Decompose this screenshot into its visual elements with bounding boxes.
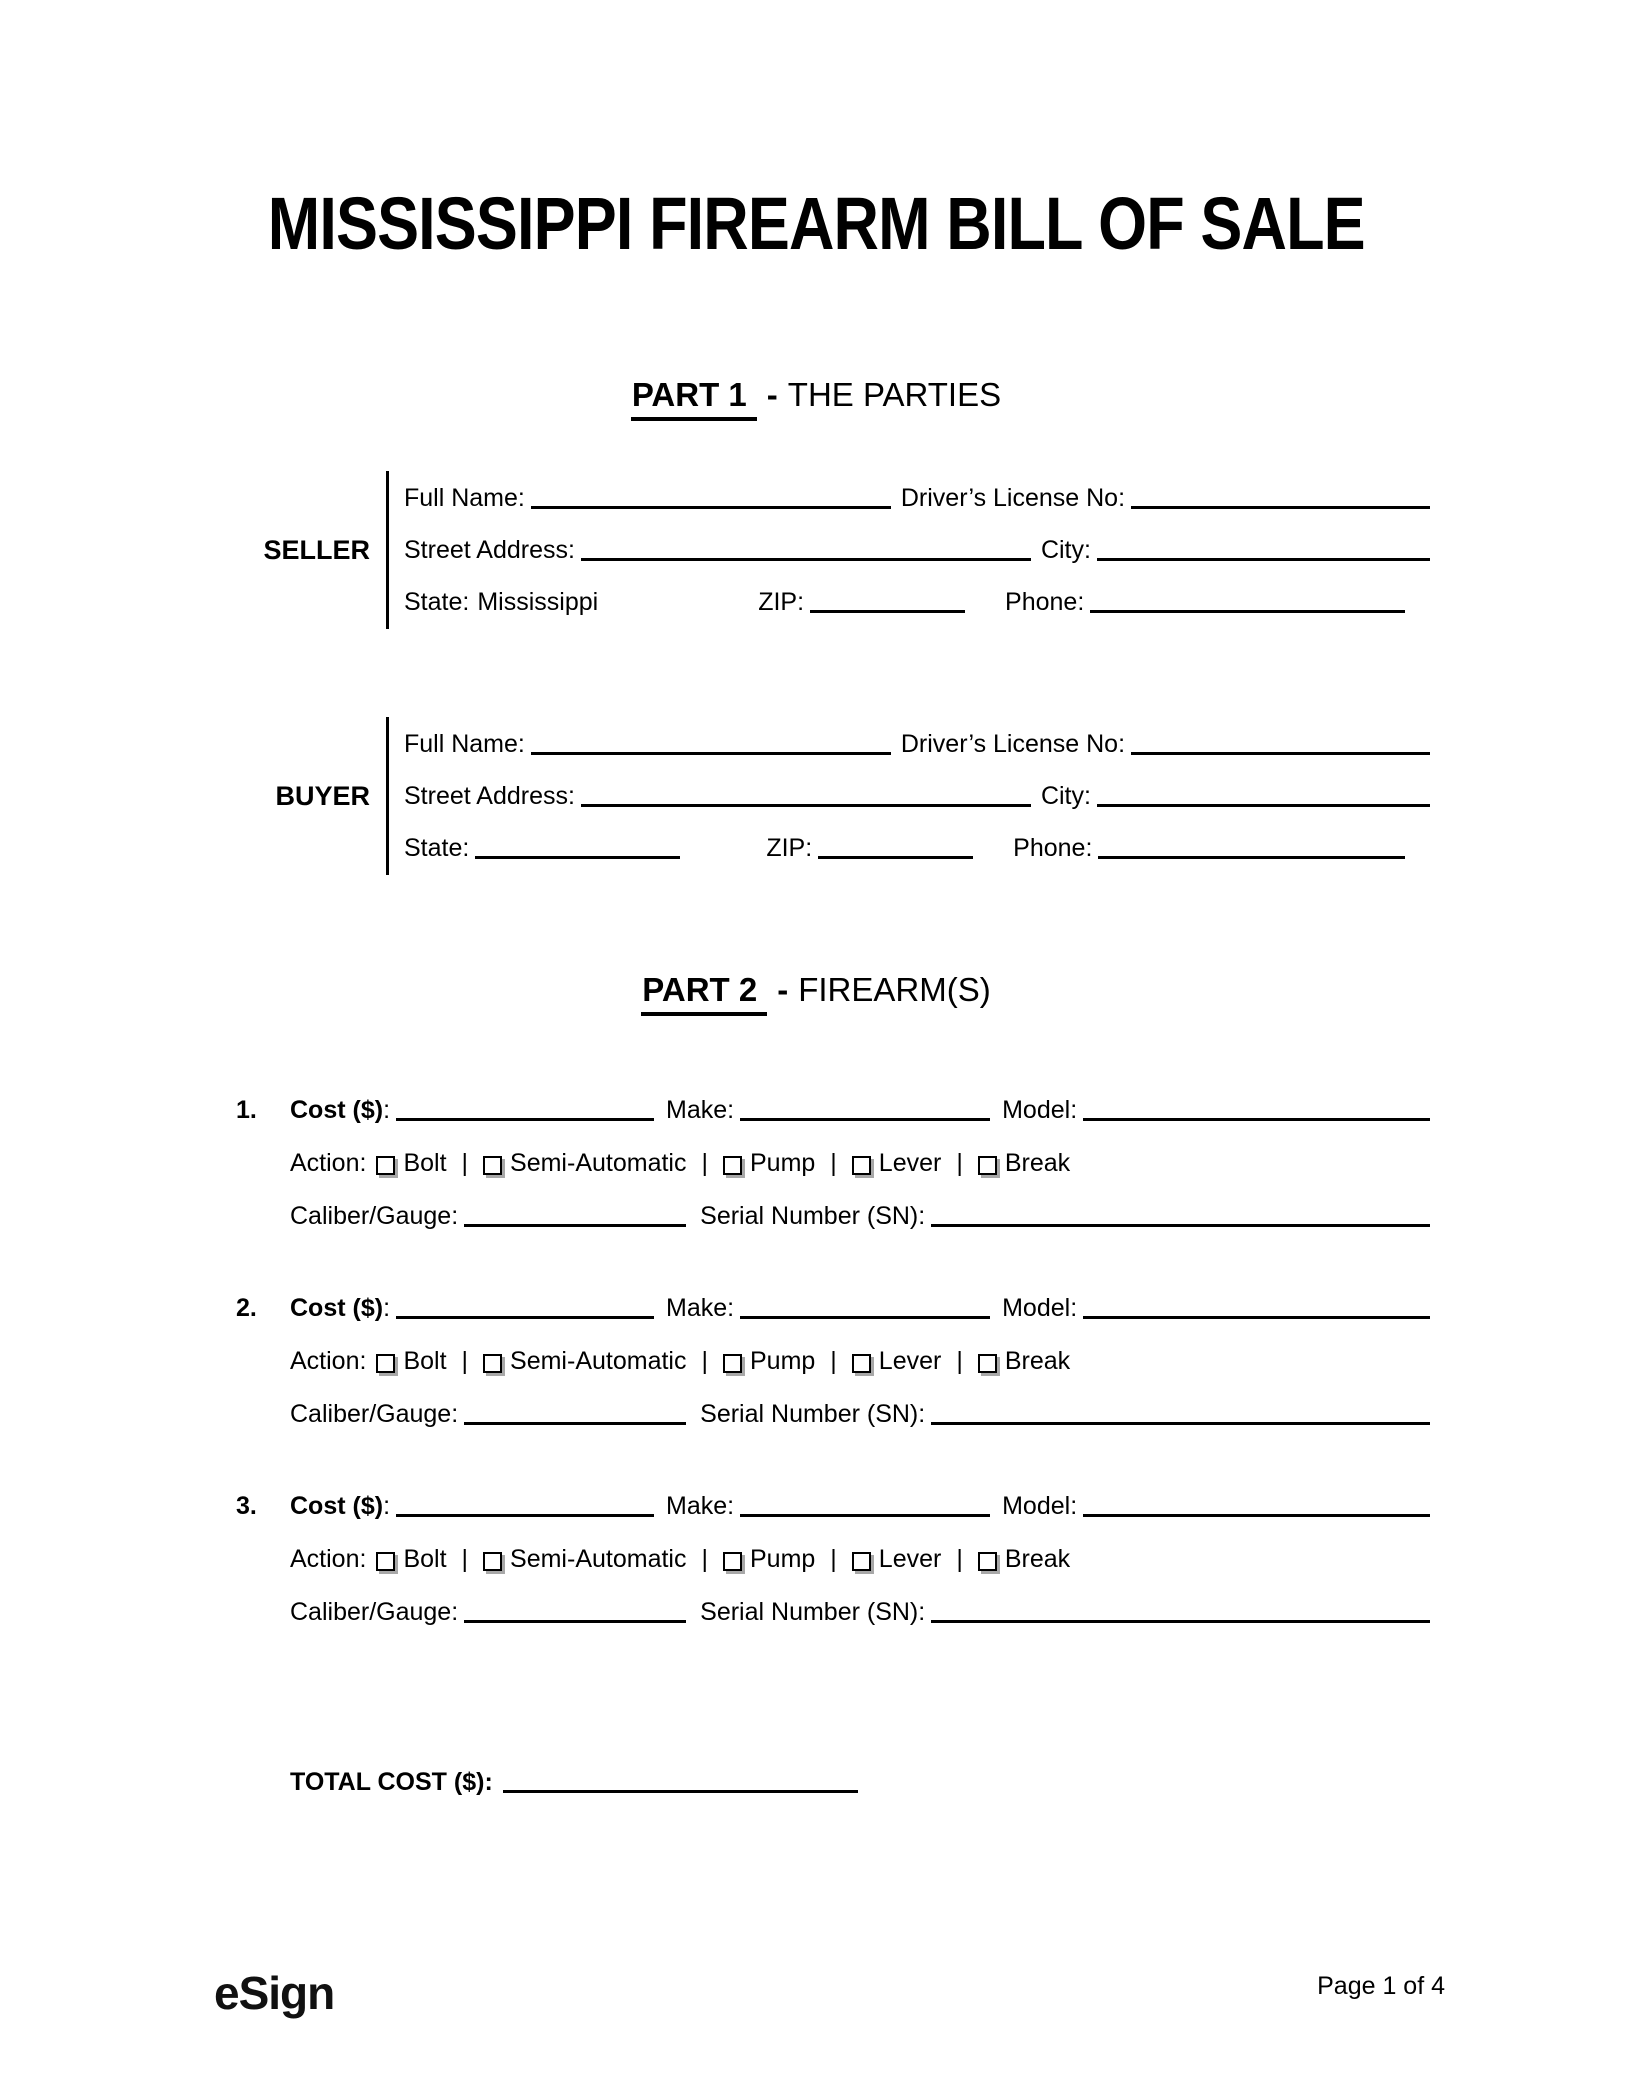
item-number: 1. [236, 1096, 257, 1124]
serial-label: Serial Number (SN): [700, 1400, 926, 1428]
checkbox-pump-icon [723, 1156, 742, 1175]
total-cost-line [503, 1790, 858, 1793]
cost-row [236, 1293, 1430, 1323]
state-label: State: [404, 834, 470, 862]
action-label: Action: [290, 1149, 367, 1177]
zip-label: ZIP: [766, 834, 813, 862]
caliber-row [236, 1399, 1430, 1429]
caliber-row [236, 1201, 1430, 1231]
checkbox-pump-icon [723, 1354, 742, 1373]
action-option-lever: Lever [878, 1149, 942, 1177]
cost-row [236, 1095, 1430, 1125]
cost-line [396, 1316, 654, 1319]
make-line [740, 1118, 990, 1121]
cost-line [396, 1118, 654, 1121]
checkbox-bolt-icon [376, 1354, 395, 1373]
checkbox-pump-icon [723, 1552, 742, 1571]
serial-label: Serial Number (SN): [700, 1202, 926, 1230]
model-line [1083, 1514, 1430, 1517]
pipe-separator: | [830, 1545, 837, 1573]
action-option-lever: Lever [878, 1347, 942, 1375]
model-label: Model: [1002, 1492, 1078, 1520]
cost-line [396, 1514, 654, 1517]
buyer-row-name [404, 729, 1430, 759]
pipe-separator: | [701, 1347, 708, 1375]
state-value: Mississippi [477, 588, 599, 616]
drivers-license-label: Driver’s License No: [900, 484, 1126, 512]
item-number: 3. [236, 1492, 257, 1520]
street-address-label: Street Address: [404, 536, 575, 564]
street-address-line [581, 558, 1031, 561]
seller-section [236, 471, 1430, 629]
make-line [740, 1316, 990, 1319]
firearm-item-1 [236, 1095, 1430, 1231]
cost-row [236, 1491, 1430, 1521]
caliber-line [464, 1422, 686, 1425]
make-label: Make: [666, 1096, 735, 1124]
action-option-pump: Pump [749, 1347, 816, 1375]
cost-label: Cost ($) [290, 1294, 384, 1322]
checkbox-lever-icon [852, 1156, 871, 1175]
action-option-semi-automatic: Semi-Automatic [510, 1545, 687, 1573]
pipe-separator: | [956, 1347, 963, 1375]
page-indicator: Page 1 of 4 [1317, 1972, 1445, 2000]
caliber-label: Caliber/Gauge: [290, 1598, 459, 1626]
action-option-break: Break [1004, 1347, 1071, 1375]
model-line [1083, 1118, 1430, 1121]
pipe-separator: | [461, 1347, 469, 1375]
state-label: State: [404, 588, 470, 616]
checkbox-break-icon [978, 1354, 997, 1373]
action-row [236, 1544, 1430, 1574]
city-line [1097, 558, 1430, 561]
part1-heading-title: THE PARTIES [787, 376, 1002, 413]
street-address-line [581, 804, 1031, 807]
caliber-row [236, 1597, 1430, 1627]
make-label: Make: [666, 1294, 735, 1322]
buyer-fields [386, 717, 1430, 875]
full-name-label: Full Name: [404, 484, 525, 512]
part1-heading [0, 375, 1632, 415]
cost-colon: : [383, 1492, 391, 1520]
serial-line [931, 1422, 1430, 1425]
full-name-line [531, 752, 891, 755]
full-name-line [531, 506, 891, 509]
checkbox-semi-automatic-icon [483, 1354, 502, 1373]
zip-line [818, 856, 973, 859]
city-label: City: [1040, 782, 1091, 810]
part2-heading-label: PART 2 [641, 971, 767, 1016]
pipe-separator: | [461, 1149, 469, 1177]
buyer-section [236, 717, 1430, 875]
pipe-separator: | [830, 1149, 837, 1177]
action-option-break: Break [1004, 1149, 1071, 1177]
zip-line [810, 610, 965, 613]
brand-logo: eSign [214, 1967, 335, 2019]
phone-line [1090, 610, 1405, 613]
make-label: Make: [666, 1492, 735, 1520]
caliber-label: Caliber/Gauge: [290, 1202, 459, 1230]
caliber-label: Caliber/Gauge: [290, 1400, 459, 1428]
action-label: Action: [290, 1347, 367, 1375]
action-label: Action: [290, 1545, 367, 1573]
zip-label: ZIP: [758, 588, 805, 616]
action-option-semi-automatic: Semi-Automatic [510, 1149, 687, 1177]
pipe-separator: | [956, 1545, 963, 1573]
action-option-bolt: Bolt [403, 1149, 447, 1177]
full-name-label: Full Name: [404, 730, 525, 758]
seller-row-name [404, 483, 1430, 513]
firearm-item-2 [236, 1293, 1430, 1429]
part1-heading-label: PART 1 [631, 376, 757, 421]
cost-colon: : [383, 1294, 391, 1322]
action-option-pump: Pump [749, 1149, 816, 1177]
checkbox-bolt-icon [376, 1156, 395, 1175]
model-line [1083, 1316, 1430, 1319]
serial-label: Serial Number (SN): [700, 1598, 926, 1626]
seller-label: SELLER [263, 534, 370, 565]
checkbox-semi-automatic-icon [483, 1552, 502, 1571]
checkbox-lever-icon [852, 1552, 871, 1571]
document-title-text: MISSISSIPPI FIREARM BILL OF SALE [267, 182, 1365, 265]
action-option-bolt: Bolt [403, 1545, 447, 1573]
action-option-bolt: Bolt [403, 1347, 447, 1375]
serial-line [931, 1224, 1430, 1227]
item-number: 2. [236, 1294, 257, 1322]
checkbox-semi-automatic-icon [483, 1156, 502, 1175]
action-option-pump: Pump [749, 1545, 816, 1573]
drivers-license-line [1131, 752, 1430, 755]
checkbox-break-icon [978, 1156, 997, 1175]
checkbox-break-icon [978, 1552, 997, 1571]
seller-row-address [404, 535, 1430, 565]
total-cost-label: TOTAL COST ($): [290, 1768, 493, 1796]
cost-label: Cost ($) [290, 1492, 384, 1520]
buyer-row-address [404, 781, 1430, 811]
seller-row-state [404, 587, 1430, 617]
phone-label: Phone: [1005, 588, 1085, 616]
caliber-line [464, 1224, 686, 1227]
cost-colon: : [383, 1096, 391, 1124]
seller-fields [386, 471, 1430, 629]
pipe-separator: | [461, 1545, 469, 1573]
cost-label: Cost ($) [290, 1096, 384, 1124]
action-option-semi-automatic: Semi-Automatic [510, 1347, 687, 1375]
part2-heading [0, 970, 1632, 1010]
action-row [236, 1148, 1430, 1178]
total-cost-row [290, 1767, 1430, 1797]
checkbox-bolt-icon [376, 1552, 395, 1571]
action-option-break: Break [1004, 1545, 1071, 1573]
pipe-separator: | [701, 1545, 708, 1573]
model-label: Model: [1002, 1096, 1078, 1124]
state-line [475, 856, 680, 859]
pipe-separator: | [956, 1149, 963, 1177]
drivers-license-line [1131, 506, 1430, 509]
part1-heading-separator: - [766, 376, 778, 413]
pipe-separator: | [701, 1149, 708, 1177]
document-title [0, 0, 1632, 265]
city-label: City: [1040, 536, 1091, 564]
buyer-row-state [404, 833, 1430, 863]
model-label: Model: [1002, 1294, 1078, 1322]
phone-label: Phone: [1013, 834, 1093, 862]
phone-line [1098, 856, 1405, 859]
action-option-lever: Lever [878, 1545, 942, 1573]
part2-heading-title: FIREARM(S) [798, 971, 991, 1008]
checkbox-lever-icon [852, 1354, 871, 1373]
buyer-label: BUYER [275, 780, 370, 811]
city-line [1097, 804, 1430, 807]
serial-line [931, 1620, 1430, 1623]
pipe-separator: | [830, 1347, 837, 1375]
action-row [236, 1346, 1430, 1376]
firearm-item-3 [236, 1491, 1430, 1627]
caliber-line [464, 1620, 686, 1623]
street-address-label: Street Address: [404, 782, 575, 810]
part2-heading-separator: - [777, 971, 789, 1008]
make-line [740, 1514, 990, 1517]
drivers-license-label: Driver’s License No: [900, 730, 1126, 758]
